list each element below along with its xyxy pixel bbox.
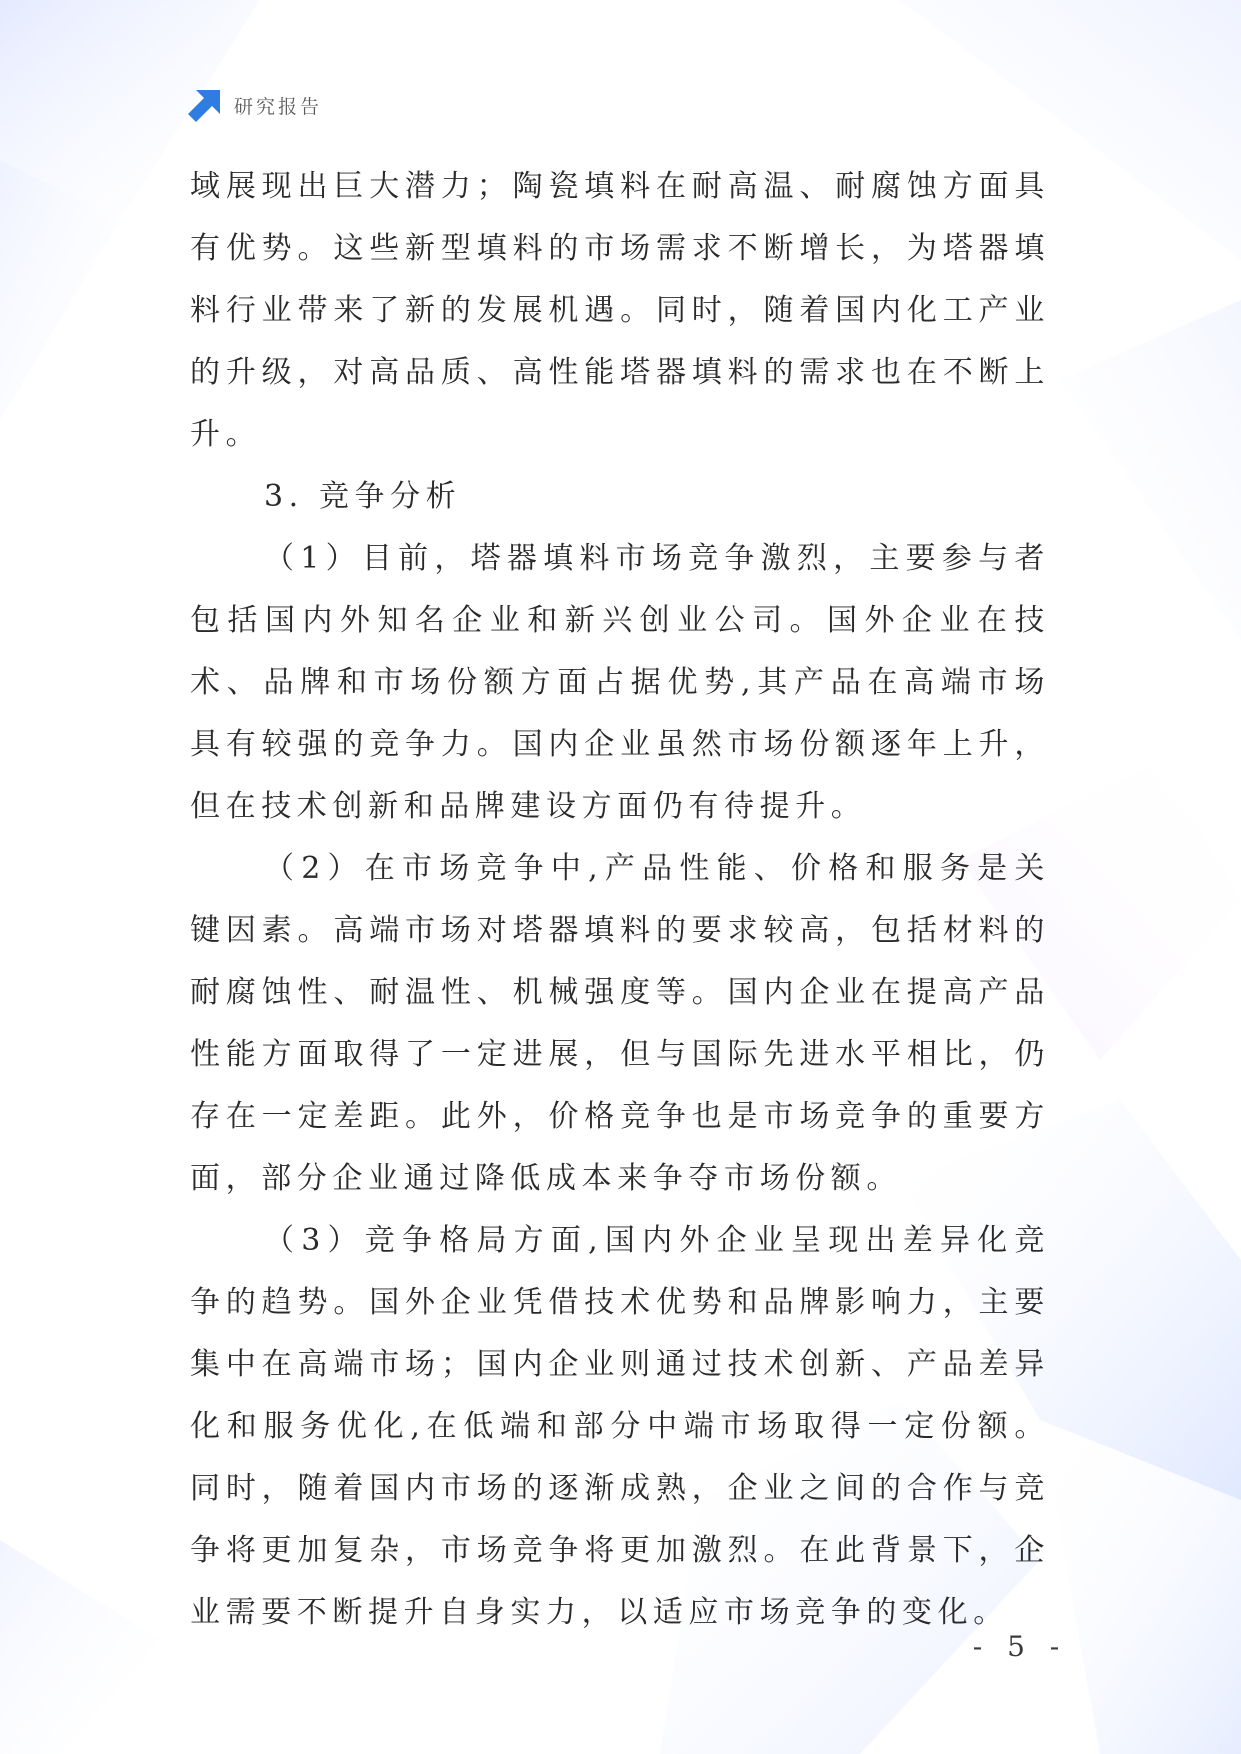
report-header xyxy=(188,88,322,122)
paragraph-3: （3）竞争格局方面,国内外企业呈现出差异化竞争的趋势。国外企业凭借技术优势和品牌影响力，主要集中在高端市场；国内企业则通过技术创新、产品差异化和服务优化,在低端和部分中端市场取得一定份额。同时，随着国内市场的逐渐成熟，企业之间的合作与竞争将更加复杂，市场竞争将更加激烈。在此背景下，企业需要不断提升自身实力，以适应市场竞争的变化。 xyxy=(190,1223,1050,1630)
document-body xyxy=(190,156,1050,1644)
paragraph-2: （2）在市场竞争中,产品性能、价格和服务是关键因素。高端市场对塔器填料的要求较高，包括材料的耐腐蚀性、耐温性、机械强度等。国内企业在提高产品性能方面取得了一定进展，但与国际先进水平相比，仍存在一定差距。此外，价格竞争也是市场竞争的重要方面，部分企业通过降低成本来争夺市场份额。 xyxy=(190,851,1050,1196)
paragraph-1: （1）目前，塔器填料市场竞争激烈，主要参与者包括国内外知名企业和新兴创业公司。国外企业在技术、品牌和市场份额方面占据优势,其产品在高端市场具有较强的竞争力。国内企业虽然市场份额逐年上升，但在技术创新和品牌建设方面仍有待提升。 xyxy=(190,541,1050,824)
arrow-up-right-icon xyxy=(188,88,222,122)
page-number: - 5 - xyxy=(972,1630,1068,1663)
section-heading: 3. 竞争分析 xyxy=(264,479,462,514)
paragraph-continued: 域展现出巨大潜力；陶瓷填料在耐高温、耐腐蚀方面具有优势。这些新型填料的市场需求不断增长，为塔器填料行业带来了新的发展机遇。同时，随着国内化工产业的升级，对高品质、高性能塔器填料的需求也在不断上升。 xyxy=(190,169,1050,452)
header-title: 研究报告 xyxy=(234,95,323,118)
